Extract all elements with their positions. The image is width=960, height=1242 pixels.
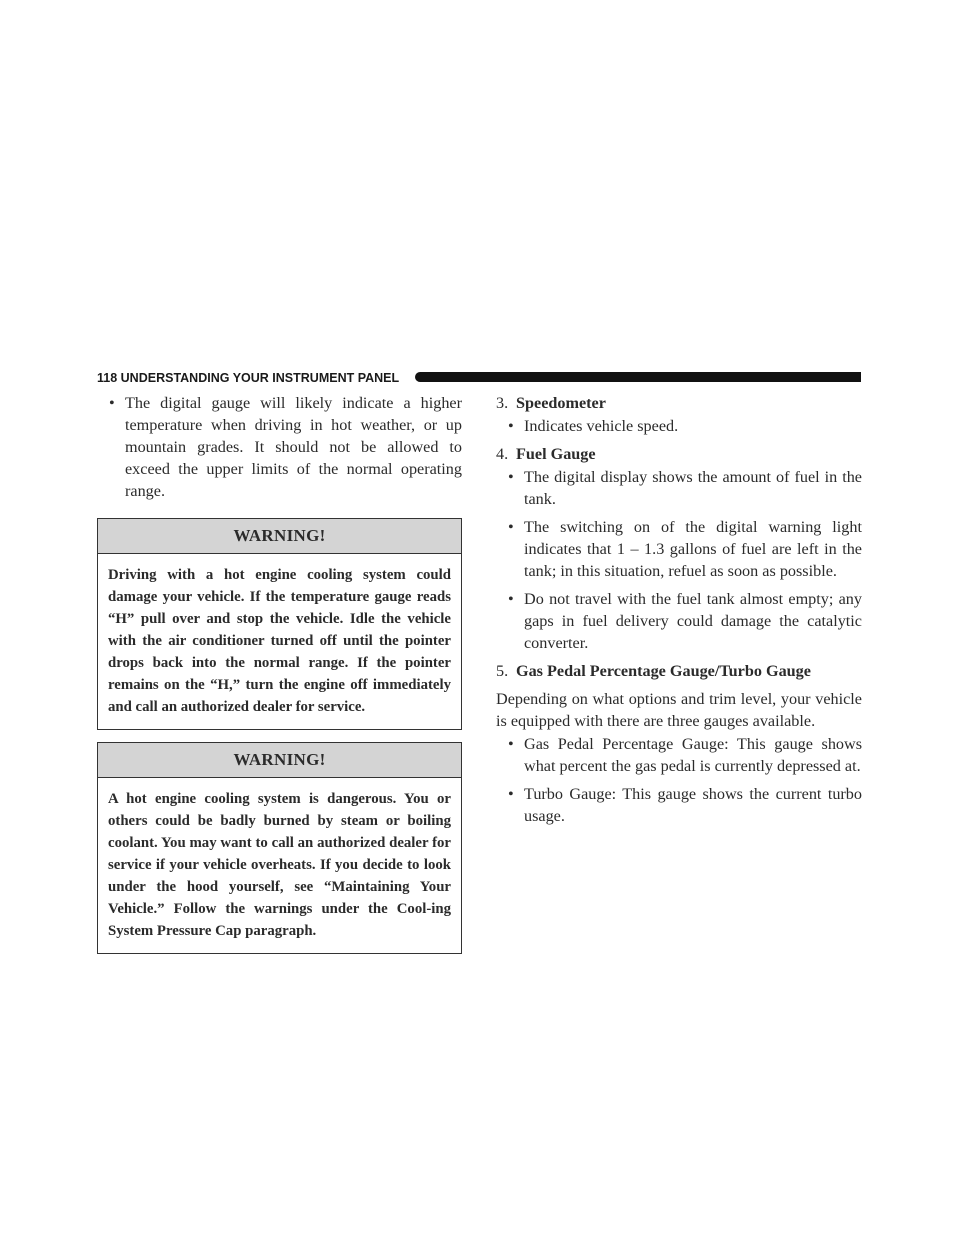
bullet-glyph: • xyxy=(508,518,514,536)
item-number: 4. xyxy=(496,445,509,463)
list-item xyxy=(496,783,862,827)
numbered-item-gas-pedal-gauge xyxy=(496,660,862,682)
bullet-glyph: • xyxy=(508,590,514,608)
bullet-text: The digital gauge will likely indicate a higher temperature when driving in hot weather, or up mountain grades. It should not be allowed to exceed the upper limits of the normal operating range. xyxy=(125,394,462,500)
left-column xyxy=(97,392,462,954)
list-item xyxy=(496,588,862,654)
page-header xyxy=(97,370,861,386)
bullet-text: The digital display shows the amount of fuel in the tank. xyxy=(524,468,862,508)
warning-box xyxy=(97,518,462,730)
bullet-text: Indicates vehicle speed. xyxy=(524,417,679,435)
warning-box xyxy=(97,742,462,954)
warning-title: WARNING! xyxy=(98,519,461,554)
numbered-item-speedometer xyxy=(496,392,862,437)
warning-text: A hot engine cooling system is dangerous. You or others could be badly burned by steam or boiling coolant. You may want to call an authorized dealer for service if your vehicle overheats. If you decide to look under the hood yourself, see “Maintaining Your Vehicle.” Follow the warnings under the Cool-ing System Pressure Cap paragraph. xyxy=(108,791,451,939)
header-text xyxy=(97,370,407,386)
list-item xyxy=(496,733,862,777)
bullet-glyph: • xyxy=(109,394,115,412)
item-title: Speedometer xyxy=(516,394,606,412)
bullet-text: Do not travel with the fuel tank almost empty; any gaps in fuel delivery could damage the catalytic converter. xyxy=(524,590,862,652)
header-rule xyxy=(415,372,861,382)
bullet-text: Gas Pedal Percentage Gauge: This gauge shows what percent the gas pedal is currently depressed at. xyxy=(524,735,862,775)
bullet-text: Turbo Gauge: This gauge shows the current turbo usage. xyxy=(524,785,862,825)
item-title: Gas Pedal Percentage Gauge/Turbo Gauge xyxy=(516,662,811,680)
page-number: 118 xyxy=(97,371,118,385)
item-number: 3. xyxy=(496,394,509,412)
warning-text: Driving with a hot engine cooling system could damage your vehicle. If the temperature gauge reads “H” pull over and stop the vehicle. Idle the vehicle with the air conditioner turned off until the pointer drops back into the normal range. If the pointer remains on the “H,” turn the engine off immediately and call an authorized dealer for service. xyxy=(108,567,451,715)
list-item xyxy=(496,466,862,510)
warning-title: WARNING! xyxy=(98,743,461,778)
numbered-item-fuel-gauge xyxy=(496,443,862,654)
item-number: 5. xyxy=(496,662,509,680)
bullet-text: The switching on of the digital warning light indicates that 1 – 1.3 gallons of fuel are left in the tank; in this situation, refuel as soon as possible. xyxy=(524,518,862,580)
list-item xyxy=(496,415,862,437)
item-title: Fuel Gauge xyxy=(516,445,596,463)
right-column xyxy=(496,392,862,833)
bullet-glyph: • xyxy=(508,468,514,486)
bullet-glyph: • xyxy=(508,417,514,435)
bullet-glyph: • xyxy=(508,785,514,803)
body-paragraph: Depending on what options and trim level, your vehicle is equipped with there are three gauges available. xyxy=(496,690,862,730)
bullet-glyph: • xyxy=(508,735,514,753)
section-title: UNDERSTANDING YOUR INSTRUMENT PANEL xyxy=(120,371,400,385)
list-item xyxy=(97,392,462,502)
list-item xyxy=(496,516,862,582)
